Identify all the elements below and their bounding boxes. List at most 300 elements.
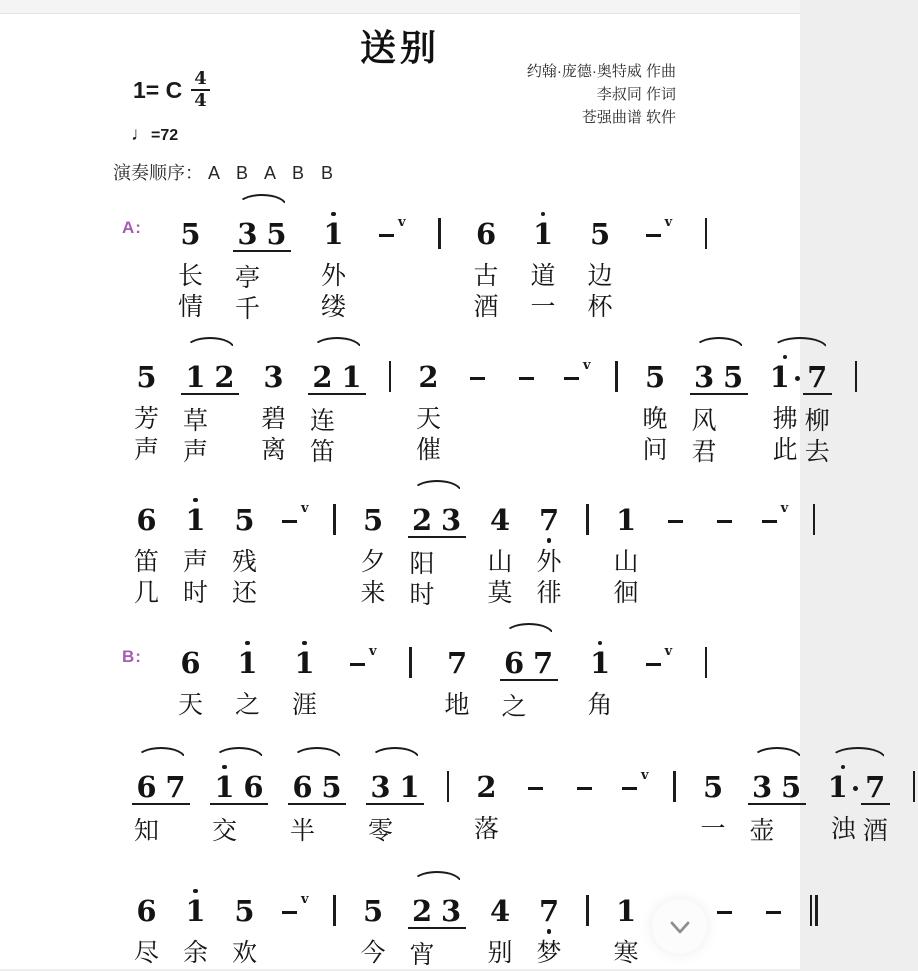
note-group <box>512 337 541 466</box>
note-cell <box>437 493 466 611</box>
note-cell <box>748 760 777 847</box>
octave-dot-below-slot <box>181 395 210 406</box>
octave-dot-above-slot <box>366 760 395 769</box>
note-cell <box>586 207 615 323</box>
note-cell <box>259 350 288 466</box>
note-group <box>586 623 615 721</box>
octave-dot-below-slot <box>279 536 311 547</box>
notes-row <box>181 493 210 609</box>
lyric: 徊 <box>613 579 639 607</box>
notes-row <box>768 350 832 468</box>
note-number: 3 <box>263 360 284 394</box>
notes-row <box>512 350 541 466</box>
note-number: 5 <box>180 217 201 251</box>
note-cell <box>414 350 443 466</box>
scroll-down-button[interactable] <box>652 899 707 954</box>
note-number: 7 <box>446 646 468 680</box>
arc-spacer <box>490 871 511 883</box>
slur-arc <box>830 747 886 759</box>
note-number: 3 <box>440 894 462 928</box>
note-number: 2 <box>312 360 333 394</box>
octave-dot-above-slot <box>671 760 679 769</box>
lyric: 晚 <box>642 405 668 433</box>
arc-spacer <box>714 480 735 492</box>
note-cell <box>472 207 501 323</box>
note-number: 6 <box>243 770 264 804</box>
barline <box>586 895 589 926</box>
octave-dot-above-slot <box>512 350 541 359</box>
note-number: 5 <box>362 894 384 928</box>
credits <box>527 60 676 129</box>
note-group <box>584 871 592 969</box>
note-number: 3 <box>751 770 773 804</box>
note-value <box>376 216 408 250</box>
lyric: 宵 <box>409 941 435 969</box>
lyric <box>262 263 291 294</box>
breath-mark: v <box>369 644 377 659</box>
notes-row <box>359 493 388 609</box>
note-cell <box>561 350 593 466</box>
barline <box>705 647 708 678</box>
note-group <box>132 337 161 466</box>
note-value <box>210 359 239 395</box>
note-number: 1 <box>185 503 206 537</box>
note-number: 1 <box>532 217 554 251</box>
octave-dot-above-slot <box>710 884 739 893</box>
note-group <box>810 480 818 609</box>
octave-dot-below-slot <box>210 805 239 816</box>
note-number: 3 <box>370 770 391 804</box>
note-number: 6 <box>503 646 525 680</box>
note-group <box>181 337 239 468</box>
arc-spacer <box>185 480 206 492</box>
duration-dash <box>350 663 365 667</box>
note-value <box>132 502 161 536</box>
octave-dot-below-slot <box>176 250 205 261</box>
octave-dot-below-slot <box>486 927 515 938</box>
note-number: 5 <box>780 770 802 804</box>
note-value <box>408 502 437 538</box>
note-number: 5 <box>702 770 724 804</box>
lyric: 千 <box>234 295 260 323</box>
note-group <box>279 480 311 609</box>
note-cell <box>161 760 190 847</box>
arc-spacer <box>185 871 206 883</box>
octave-dot-above-slot <box>437 884 466 893</box>
arc-spacer <box>763 871 784 883</box>
note-value <box>395 769 424 805</box>
octave-dot-above-slot <box>288 760 317 769</box>
lyric: 声 <box>182 438 208 466</box>
barline <box>813 504 816 535</box>
note-value <box>768 359 803 393</box>
note-value <box>521 769 550 803</box>
barline <box>913 771 916 802</box>
lyric <box>437 940 466 971</box>
arc-spacer <box>380 194 404 206</box>
meter-numerator: 4 <box>191 70 210 91</box>
octave-dot-above-slot <box>486 493 515 502</box>
breath-mark: v <box>664 215 673 230</box>
lyric: 一 <box>530 293 556 321</box>
lyric <box>521 814 550 845</box>
notes-row <box>408 884 466 971</box>
play-order-value: A B A B B <box>208 163 340 183</box>
play-order <box>113 159 339 185</box>
note-group <box>586 194 615 323</box>
note-value <box>233 645 262 679</box>
arc-spacer <box>234 871 255 883</box>
note-value <box>230 893 259 927</box>
duration-dash <box>564 377 579 381</box>
octave-dot-above-slot <box>719 350 748 359</box>
note-cell <box>500 636 529 723</box>
octave-dot-above-slot <box>210 350 239 359</box>
note-group <box>359 480 388 609</box>
lyric <box>331 938 339 969</box>
octave-dot-above-slot <box>472 760 501 769</box>
octave-dot-above-slot <box>359 493 388 502</box>
lyric: 长 <box>177 262 203 290</box>
notes-row <box>414 350 443 466</box>
note-group <box>279 871 311 969</box>
notes-row <box>359 884 388 969</box>
lyric: 缕 <box>320 293 346 321</box>
lyric: 亭 <box>234 264 260 292</box>
note-value <box>826 769 861 803</box>
octave-dot-below-slot <box>472 250 501 261</box>
octave-dot-below-slot <box>910 803 918 814</box>
notes-row <box>331 493 339 609</box>
octave-dot-above-slot <box>612 493 641 502</box>
lyric <box>710 938 739 969</box>
note-value <box>161 769 190 805</box>
notes-row <box>759 884 788 969</box>
lyric <box>759 578 791 609</box>
note-value <box>181 502 210 536</box>
notes-row <box>612 493 641 609</box>
octave-dot-below-slot <box>262 252 291 263</box>
lyric <box>407 690 415 721</box>
octave-dot-above-slot <box>259 350 288 359</box>
octave-dot-above-slot <box>395 760 424 769</box>
lyric <box>702 292 710 323</box>
lyric: 此 <box>772 436 798 464</box>
lyric <box>810 547 818 578</box>
note-cell <box>230 493 259 609</box>
octave-dot-below-slot <box>132 927 161 938</box>
octave-dot-below-slot <box>613 393 621 404</box>
note-group <box>690 337 748 468</box>
note-cell <box>777 760 806 847</box>
note-number: 6 <box>136 503 157 537</box>
note-group <box>486 480 515 609</box>
notes-row <box>702 636 710 721</box>
barline-cell <box>386 350 394 466</box>
note-number: 1 <box>589 646 611 680</box>
note-cell <box>337 350 366 468</box>
note-value <box>176 216 205 250</box>
lyric <box>376 292 408 323</box>
note-value <box>641 359 670 393</box>
lyric: 零 <box>367 817 393 845</box>
note-value <box>690 359 719 395</box>
notes-row <box>641 350 670 466</box>
note-value <box>239 769 268 805</box>
note-group <box>641 337 670 466</box>
notes-row <box>176 207 205 323</box>
note-cell <box>279 493 311 609</box>
note-group <box>414 337 443 466</box>
octave-dot-below-slot <box>570 803 599 814</box>
note-value <box>414 359 443 393</box>
note-group <box>436 194 444 323</box>
lyric: 山 <box>613 548 639 576</box>
note-number: 7 <box>538 894 560 928</box>
note-group <box>408 480 466 611</box>
lyric <box>643 261 675 292</box>
octave-dot-above-slot <box>529 207 558 216</box>
note-group <box>132 871 161 969</box>
note-group <box>408 871 466 971</box>
octave-dot-below-slot <box>259 393 288 404</box>
breath-mark: v <box>780 501 789 516</box>
note-value <box>319 216 348 250</box>
octave-dot-below-slot <box>337 395 366 406</box>
lyricist-credit: 李叔同 作词 <box>596 86 676 103</box>
octave-dot-above-slot <box>132 760 161 769</box>
note-value <box>472 216 501 250</box>
arc-spacer <box>476 747 497 759</box>
note-cell <box>408 493 437 611</box>
duration-dash <box>646 234 661 238</box>
note-value <box>759 893 788 927</box>
lyric: 古 <box>473 262 499 290</box>
note-number: 5 <box>362 503 384 537</box>
notes-row <box>612 884 641 969</box>
lyric <box>702 261 710 292</box>
note-number: 1 <box>214 770 235 804</box>
slur-arc <box>412 480 462 492</box>
octave-dot-below-slot <box>319 250 348 261</box>
note-cell <box>395 760 424 847</box>
lyric: 徘 <box>536 579 562 607</box>
note-group <box>210 747 268 847</box>
note-value <box>619 769 651 803</box>
barline <box>615 361 618 392</box>
slur-arc <box>370 747 420 759</box>
octave-dot-below-slot <box>861 805 890 816</box>
octave-dot-below-slot <box>472 803 501 814</box>
lyric <box>808 938 820 969</box>
octave-dot-below-slot <box>759 927 788 938</box>
octave-dot-above-slot <box>521 760 550 769</box>
note-value <box>472 769 501 803</box>
note-group <box>347 623 379 721</box>
octave-dot-above-slot <box>777 760 806 769</box>
note-cell <box>719 350 748 468</box>
octave-dot-below-slot <box>317 805 346 816</box>
arc-spacer <box>467 337 488 349</box>
lyric <box>702 690 710 721</box>
octave-dot-above-slot <box>748 760 777 769</box>
note-cell <box>463 350 492 466</box>
note-group <box>233 194 291 325</box>
octave-dot-above-slot <box>463 350 492 359</box>
notes-row <box>586 207 615 323</box>
notes-row <box>436 207 444 323</box>
octave-dot-above-slot <box>290 636 319 645</box>
arc-spacer <box>447 623 468 635</box>
note-value <box>512 359 541 393</box>
note-value <box>317 769 346 805</box>
lyric: 来 <box>360 579 386 607</box>
note-value <box>181 359 210 395</box>
octave-dot-above-slot <box>317 760 346 769</box>
lyric <box>852 435 860 466</box>
lyric: 声 <box>182 548 208 576</box>
duration-dash <box>717 911 732 915</box>
note-value <box>437 502 466 538</box>
lyric <box>570 814 599 845</box>
note-group <box>529 194 558 323</box>
note-value <box>529 645 558 681</box>
note-value <box>710 893 739 927</box>
octave-dot-above-slot <box>181 493 210 502</box>
note-cell <box>376 207 408 323</box>
notes-row <box>472 207 501 323</box>
note-cell <box>570 760 599 845</box>
octave-dot-above-slot <box>529 636 558 645</box>
octave-dot-below-slot <box>230 927 259 938</box>
arc-spacer <box>476 194 497 206</box>
note-group <box>619 747 651 845</box>
octave-dot-above-slot <box>535 493 564 502</box>
arc-spacer <box>283 480 307 492</box>
note-value <box>233 216 262 252</box>
notes-row <box>584 493 592 609</box>
lyric <box>437 580 466 611</box>
note-group <box>702 623 710 721</box>
octave-dot-below-slot <box>710 536 739 547</box>
lyric: 情 <box>177 293 203 321</box>
note-cell <box>759 884 788 969</box>
note-value <box>366 769 395 805</box>
lyric <box>317 816 346 847</box>
lyric: 拂 <box>772 405 798 433</box>
lyric <box>210 406 239 437</box>
note-number: 4 <box>489 503 511 537</box>
octave-dot-above-slot <box>132 350 161 359</box>
arc-spacer <box>323 194 344 206</box>
note-cell <box>768 350 803 468</box>
notes-row <box>748 760 806 847</box>
note-cell <box>641 350 670 466</box>
slur-arc <box>237 194 287 206</box>
notes-row <box>671 760 679 845</box>
note-cell <box>472 760 501 845</box>
note-value <box>444 769 452 803</box>
lyric <box>436 292 444 323</box>
octave-dot-below-slot <box>132 805 161 816</box>
note-group <box>132 480 161 609</box>
notes-row <box>619 760 651 845</box>
octave-dot-above-slot <box>702 207 710 216</box>
note-cell <box>826 760 861 847</box>
octave-dot-above-slot <box>861 760 890 769</box>
note-group <box>535 871 564 969</box>
note-cell <box>308 350 337 468</box>
note-group <box>444 747 452 845</box>
octave-dot-below-slot <box>690 395 719 406</box>
note-group <box>366 747 424 847</box>
octave-dot-above-slot <box>408 884 437 893</box>
notes-row <box>132 350 161 466</box>
note-cell <box>643 636 675 721</box>
notes-row <box>910 760 918 845</box>
note-number: 1 <box>827 770 848 804</box>
slur-arc <box>772 337 828 349</box>
octave-dot-below-slot <box>661 536 690 547</box>
note-value <box>699 769 728 803</box>
octave-dot-below-slot <box>407 679 415 690</box>
note-group <box>768 337 832 468</box>
octave-dot-above-slot <box>535 884 564 893</box>
note-group <box>699 747 728 845</box>
lyric: 离 <box>260 436 286 464</box>
notes-row <box>259 350 288 466</box>
note-group <box>331 480 339 609</box>
note-group <box>584 480 592 609</box>
slur-arc <box>752 747 802 759</box>
arc-spacer <box>516 337 537 349</box>
note-group <box>613 337 621 466</box>
note-number: 5 <box>644 360 666 394</box>
meter-denominator: 4 <box>194 90 207 111</box>
note-cell <box>529 207 558 323</box>
lyric: 别 <box>487 939 513 967</box>
lyric <box>661 547 690 578</box>
lyric <box>279 938 311 969</box>
octave-dot-above-slot <box>910 760 918 769</box>
octave-dot-above-slot <box>319 207 348 216</box>
lyric: 余 <box>182 939 208 967</box>
note-group <box>463 337 492 466</box>
breath-mark: v <box>583 358 591 373</box>
octave-dot-below-slot <box>612 536 641 547</box>
octave-dot-above-slot <box>161 760 190 769</box>
note-cell <box>861 760 890 847</box>
note-number: 7 <box>865 770 886 804</box>
music-line <box>122 747 888 847</box>
octave-dot-above-slot <box>486 884 515 893</box>
barline <box>673 771 676 802</box>
note-number: 4 <box>489 894 511 928</box>
note-value <box>288 769 317 805</box>
lyric <box>910 814 918 845</box>
lyric <box>436 261 444 292</box>
notes-row <box>472 760 501 845</box>
octave-dot-below-slot <box>586 250 615 261</box>
arc-spacer <box>525 747 546 759</box>
arc-spacer <box>647 194 671 206</box>
octave-dot-below-slot <box>395 805 424 816</box>
barline <box>333 504 336 535</box>
note-cell <box>288 760 317 847</box>
note-group <box>710 871 739 969</box>
notes-row <box>366 760 424 847</box>
arc-spacer <box>180 194 201 206</box>
